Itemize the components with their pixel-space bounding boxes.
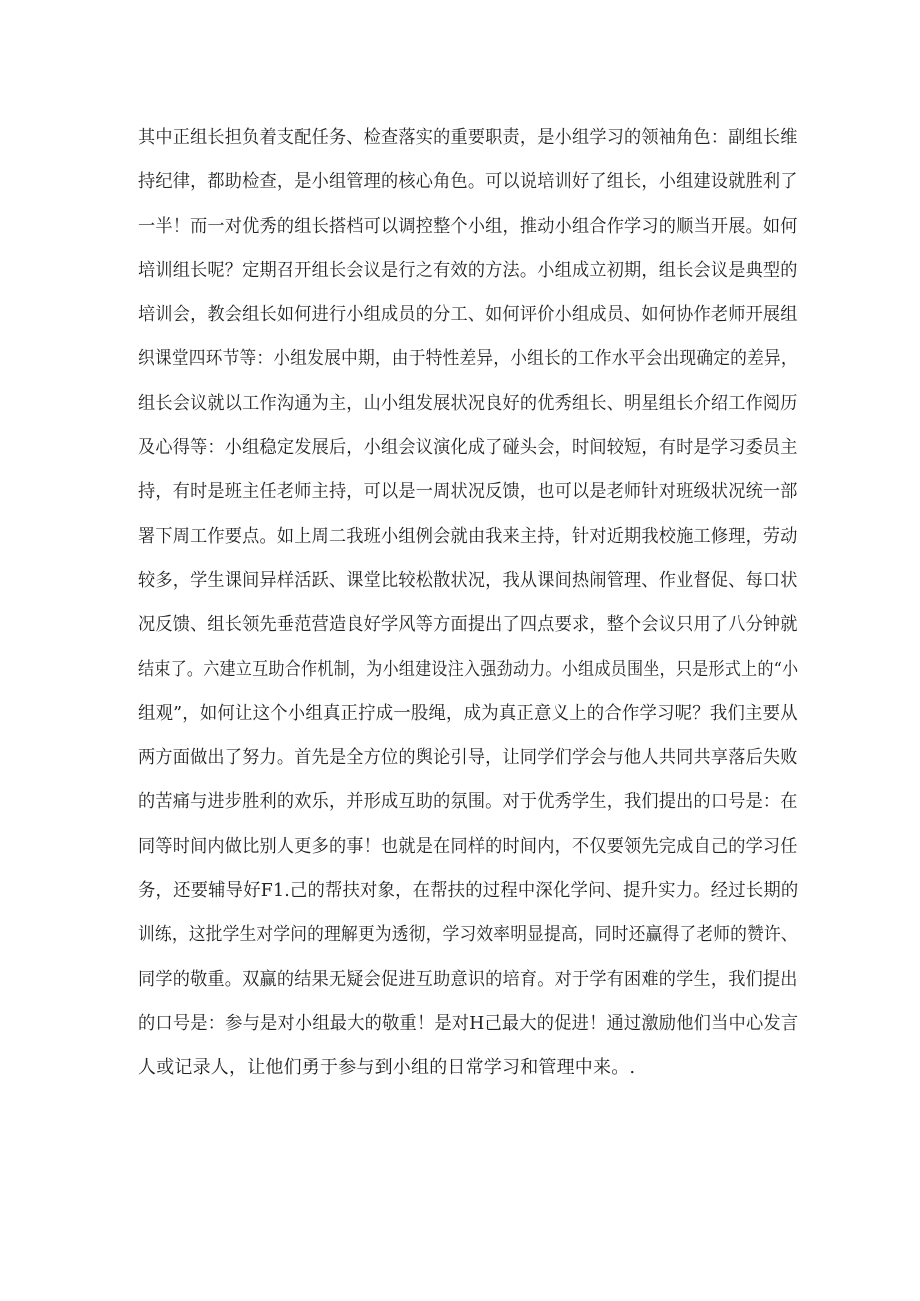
body-paragraph	[138, 122, 798, 1097]
text-line: 结束了。六建立互助合作机制，为小组建设注入强劲动力。小组成员围坐，只是形式上的“小	[138, 658, 799, 680]
text-line: 其中正组长担负着支配任务、检查落实的重要职责，是小组学习的领袖角色：副组长维	[138, 127, 798, 148]
text-line: 较多，学生课间异样活跃、课堂比较松散状况，我从课间热闹管理、作业督促、每口状	[138, 569, 798, 591]
text-line: 两方面做出了努力。首先是全方位的舆论引导，让同学们学会与他人共同共享落后失败	[138, 747, 798, 769]
text-line: 培训组长呢？定期召开组长会议是行之有效的方法。小组成立初期，组长会议是典型的	[138, 259, 798, 281]
text-line: 况反馈、组长领先垂范营造良好学风等方面提出了四点要求，整个会议只用了八分钟就	[138, 614, 798, 636]
text-line: 组长会议就以工作沟通为主，山小组发展状况良好的优秀组长、明星组长介绍工作阅历	[138, 392, 798, 414]
text-line: 同学的敬重。双赢的结果无疑会促进互助意识的培育。对于学有困难的学生，我们提出	[138, 968, 798, 990]
text-line: 及心得等：小组稳定发展后，小组会议演化成了碰头会，时间较短，有时是学习委员主	[138, 437, 798, 459]
text-line: 织课堂四环节等：小组发展中期，由于特性差异，小组长的工作水平会出现确定的差异，	[138, 348, 798, 370]
text-line: 人或记录人，让他们勇于参与到小组的日常学习和管理中来。.	[138, 1057, 636, 1079]
text-line: 训练，这批学生对学问的理解更为透彻，学习效率明显提高，同时还赢得了老师的赞许、	[138, 924, 798, 946]
text-line: 持，有时是班主任老师主持，可以是一周状况反馈，也可以是老师针对班级状况统一部	[138, 481, 798, 503]
text-line: 的苦痛与进步胜利的欢乐，并形成互助的氛围。对于优秀学生，我们提出的口号是：在	[138, 791, 798, 813]
text-line: 持纪律，都助检查，是小组管理的核心角色。可以说培训好了组长，小组建设就胜利了	[138, 171, 798, 193]
text-line: 组观”，如何让这个小组真正拧成一股绳，成为真正意义上的合作学习呢？我们主要从	[138, 702, 798, 724]
text-line: 同等时间内做比别人更多的事！也就是在同样的时间内，不仅要领先完成自己的学习任	[138, 835, 798, 857]
text-line: 一半！而一对优秀的组长搭档可以调控整个小组，推动小组合作学习的顺当开展。如何	[138, 215, 798, 237]
text-line: 的口号是：参与是对小组最大的敬重！是对H己最大的促进！通过激励他们当中心发言	[138, 1012, 799, 1034]
text-line: 务，还要辅导好F1.己的帮扶对象，在帮扶的过程中深化学问、提升实力。经过长期的	[138, 880, 799, 902]
text-line: 署下周工作要点。如上周二我班小组例会就由我来主持，针对近期我校施工修理，劳动	[138, 525, 798, 547]
text-line: 培训会，教会组长如何进行小组成员的分工、如何评价小组成员、如何协作老师开展组	[138, 304, 798, 326]
